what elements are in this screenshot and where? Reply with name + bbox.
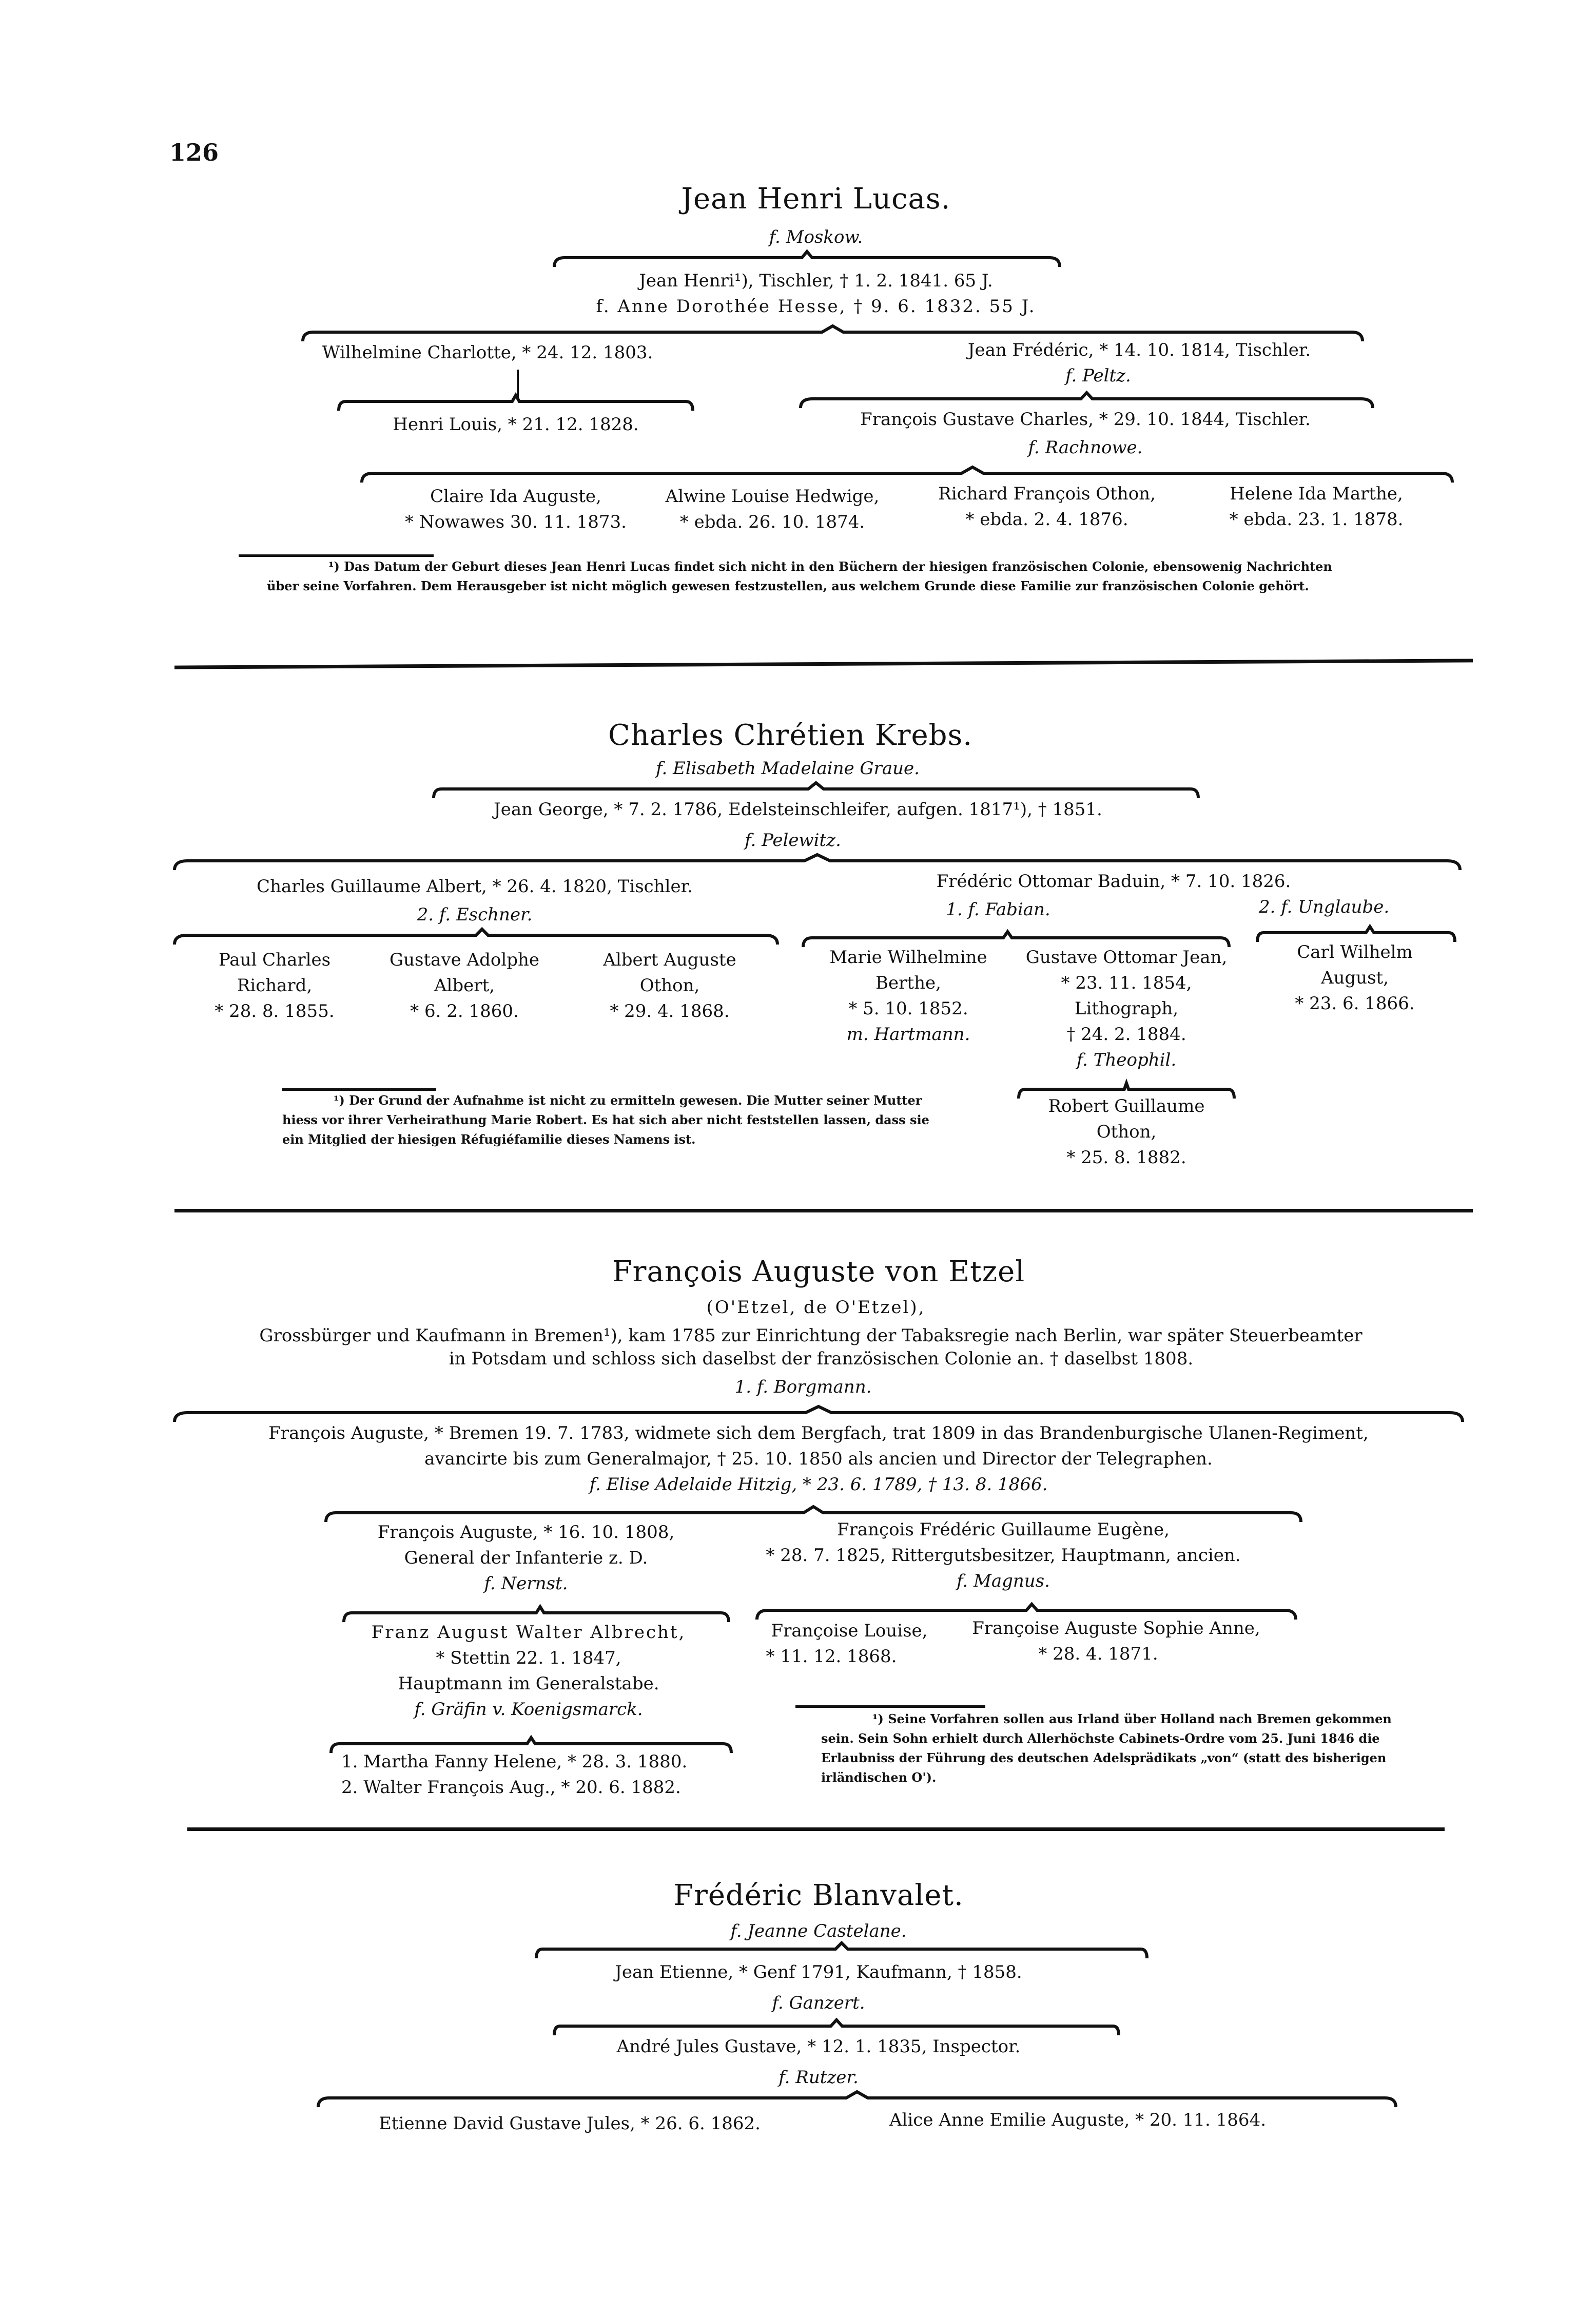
genealogy-brace: [554, 2020, 1119, 2035]
genealogy-brace: [801, 393, 1373, 408]
genealogy-brace: [339, 395, 693, 411]
person-entry: Jean George, * 7. 2. 1786, Edelsteinschleifer, aufgen. 1817¹), † 1851.: [494, 799, 1102, 820]
child-date: * 23. 11. 1854,: [1061, 973, 1192, 993]
spouse-line: f. Ganzert.: [772, 1993, 865, 2013]
spouse-line: f. Peltz.: [1065, 365, 1131, 386]
description-line: Grossbürger und Kaufmann in Bremen¹), kam 1785 zur Einrichtung der Tabaksregie nach Berlin, war später Steuerbeamter: [259, 1325, 1363, 1346]
child-entry: Etienne David Gustave Jules, * 26. 6. 1862.: [379, 2113, 761, 2134]
section-divider: [174, 659, 1473, 669]
child-name: Paul Charles: [218, 950, 331, 970]
grandchild-entry: 1. Martha Fanny Helene, * 28. 3. 1880.: [341, 1751, 688, 1772]
spouse-line: f. Elise Adelaide Hitzig, * 23. 6. 1789, † 13. 8. 1866.: [589, 1474, 1048, 1495]
grandchild-entry: 2. Walter François Aug., * 20. 6. 1882.: [341, 1777, 681, 1798]
person-entry: Jean Henri¹), Tischler, † 1. 2. 1841. 65 J.: [639, 271, 993, 291]
child-name: Franz August Walter Albrecht,: [371, 1622, 686, 1643]
page-number: 126: [169, 139, 219, 166]
spouse-line: f. Theophil.: [1076, 1050, 1177, 1070]
child-entry: [390, 947, 539, 1024]
spouse-line: f. Anne Dorothée Hesse, † 9. 6. 1832. 55 J.: [596, 296, 1036, 317]
child-date: * ebda. 2. 4. 1876.: [965, 509, 1128, 530]
child-name: Othon,: [1096, 1122, 1157, 1142]
spouse-line: 1. f. Borgmann.: [734, 1377, 872, 1397]
spouse-line: f. Nernst.: [484, 1573, 568, 1594]
child-name: Richard,: [237, 975, 313, 996]
person-entry: Charles Guillaume Albert, * 26. 4. 1820, Tischler.: [257, 876, 693, 897]
section-divider: [187, 1827, 1445, 1831]
child-name: Othon,: [639, 975, 700, 996]
child-date: * Nowawes 30. 11. 1873.: [405, 512, 627, 532]
spouse-line: f. Pelewitz.: [745, 830, 841, 851]
person-entry: Frédéric Ottomar Baduin, * 7. 10. 1826.: [936, 871, 1291, 892]
spouse-line: f. Rachnowe.: [1028, 437, 1143, 458]
child-name: Robert Guillaume: [1048, 1096, 1205, 1116]
child-name: Albert,: [434, 975, 495, 996]
spouse-line: f. Gräfin v. Koenigsmarck.: [414, 1699, 643, 1720]
family-title: Jean Henri Lucas.: [681, 182, 951, 216]
child-date: * Stettin 22. 1. 1847,: [436, 1648, 621, 1668]
child-entry: [829, 945, 987, 1047]
child-date: * 28. 8. 1855.: [215, 1001, 335, 1022]
child-date: * 5. 10. 1852.: [848, 998, 968, 1019]
footnote: ¹) Das Datum der Geburt dieses Jean Henri Lucas findet sich nicht in den Büchern der hiesigen französischen Colonie, ebensowenig Nachrichten über seine Vorfahren. Dem Herausgeber ist nicht möglich gewesen festzustellen, aus welchem Grunde diese Familie zur französischen Colonie gehört.: [267, 559, 1332, 593]
child-date: * 6. 2. 1860.: [410, 1001, 519, 1022]
family-title: Frédéric Blanvalet.: [673, 1879, 964, 1912]
child-name: Françoise Auguste Sophie Anne,: [972, 1618, 1260, 1639]
child-entry: [766, 1517, 1240, 1594]
child-name: François Auguste, * 16. 10. 1808,: [377, 1522, 675, 1543]
footnote: ¹) Seine Vorfahren sollen aus Irland über Holland nach Bremen gekommen sein. Sein Sohn erhielt durch Allerhöchste Cabinets-Ordre vom 25. Juni 1846 die Erlaubniss der Führung des deutschen Adelsprädikats „von“ (statt des bisherigen irländischen O').: [821, 1711, 1392, 1785]
child-name: Alwine Louise Hedwige,: [665, 486, 880, 507]
person-entry: Jean Etienne, * Genf 1791, Kaufmann, † 1858.: [615, 1962, 1022, 1982]
alias-line: (O'Etzel, de O'Etzel),: [706, 1297, 926, 1318]
person-entry: avancirte bis zum Generalmajor, † 25. 10. 1850 als ancien und Director der Telegraphen.: [424, 1449, 1213, 1469]
child-death: † 24. 2. 1884.: [1066, 1024, 1186, 1045]
genealogy-brace: [174, 855, 1460, 870]
child-name: Marie Wilhelmine: [829, 947, 987, 968]
child-date: * 28. 4. 1871.: [1038, 1644, 1158, 1664]
genealogy-brace: [536, 1943, 1147, 1958]
child-name: Gustave Ottomar Jean,: [1025, 947, 1228, 968]
spouse-line: f. Moskow.: [769, 227, 863, 247]
child-details: * 28. 7. 1825, Rittergutsbesitzer, Hauptmann, ancien.: [766, 1545, 1241, 1566]
spouse-line: f. Elisabeth Madelaine Graue.: [656, 758, 920, 779]
footnote: ¹) Der Grund der Aufnahme ist nicht zu ermitteln gewesen. Die Mutter seiner Mutter hiess vor ihrer Verheirathung Marie Robert. Es hat sich aber nicht feststellen lassen, dass sie ein Mitglied der hiesigen Réfugiéfamilie dieses Namens ist.: [282, 1093, 929, 1147]
genealogy-brace: [554, 252, 1060, 267]
footnote-rule: [795, 1705, 985, 1708]
child-entry: [1295, 939, 1414, 1016]
person-entry: Henri Louis, * 21. 12. 1828.: [393, 414, 639, 435]
genealogy-brace: [434, 783, 1198, 798]
child-date: * 23. 6. 1866.: [1295, 993, 1415, 1014]
child-date: * ebda. 26. 10. 1874.: [679, 512, 865, 532]
spouse-line: f. Magnus.: [957, 1571, 1050, 1591]
child-date: * ebda. 23. 1. 1878.: [1229, 509, 1404, 530]
genealogy-brace: [362, 467, 1452, 483]
child-date: * 25. 8. 1882.: [1066, 1147, 1186, 1168]
spouse-line: 2. f. Eschner.: [417, 904, 533, 925]
child-occupation: General der Infanterie z. D.: [404, 1548, 648, 1568]
child-date: * 11. 12. 1868.: [766, 1646, 897, 1667]
child-name: Albert Auguste: [603, 950, 736, 970]
child-entry: [215, 947, 334, 1024]
child-occupation: Hauptmann im Generalstabe.: [398, 1673, 659, 1694]
child-name: Gustave Adolphe: [389, 950, 540, 970]
person-entry: François Gustave Charles, * 29. 10. 1844, Tischler.: [860, 409, 1311, 430]
person-entry: François Auguste, * Bremen 19. 7. 1783, widmete sich dem Bergfach, trat 1809 in das Brandenburgische Ulanen-Regiment,: [268, 1423, 1369, 1443]
child-entry: [1048, 1093, 1205, 1170]
child-name: Helene Ida Marthe,: [1230, 484, 1403, 504]
child-name: Berthe,: [875, 973, 941, 993]
child-date: * 29. 4. 1868.: [610, 1001, 730, 1022]
spouse-line: f. Jeanne Castelane.: [730, 1921, 907, 1941]
child-name: Claire Ida Auguste,: [430, 486, 601, 507]
child-name: Carl Wilhelm: [1297, 942, 1413, 962]
child-entry: [603, 947, 736, 1024]
spouse-line: 2. f. Unglaube.: [1258, 897, 1390, 917]
child-entry: [1026, 945, 1228, 1073]
person-entry: André Jules Gustave, * 12. 1. 1835, Inspector.: [616, 2036, 1021, 2057]
spouse-line: 1. f. Fabian.: [946, 899, 1050, 920]
person-entry: Wilhelmine Charlotte, * 24. 12. 1803.: [322, 342, 653, 363]
child-name: François Frédéric Guillaume Eugène,: [837, 1519, 1170, 1540]
section-divider: [174, 1209, 1473, 1212]
child-entry: Alice Anne Emilie Auguste, * 20. 11. 1864.: [889, 2110, 1267, 2130]
person-entry: Jean Frédéric, * 14. 10. 1814, Tischler.: [967, 340, 1311, 360]
child-name: Richard François Othon,: [938, 484, 1156, 504]
child-entry: [372, 1620, 686, 1722]
genealogy-brace: [174, 929, 777, 945]
child-occupation: Lithograph,: [1074, 998, 1179, 1019]
child-name: August,: [1320, 968, 1389, 988]
description-line: in Potsdam und schloss sich daselbst der französischen Colonie an. † daselbst 1808.: [449, 1348, 1194, 1369]
spouse-line: f. Rutzer.: [778, 2067, 859, 2088]
genealogy-brace: [318, 2092, 1396, 2107]
genealogy-brace: [174, 1407, 1463, 1422]
family-title: Charles Chrétien Krebs.: [608, 719, 973, 752]
family-title: François Auguste von Etzel: [612, 1255, 1025, 1288]
spouse-line: m. Hartmann.: [846, 1024, 970, 1045]
child-name: Françoise Louise,: [771, 1621, 928, 1641]
child-entry: [378, 1519, 675, 1596]
